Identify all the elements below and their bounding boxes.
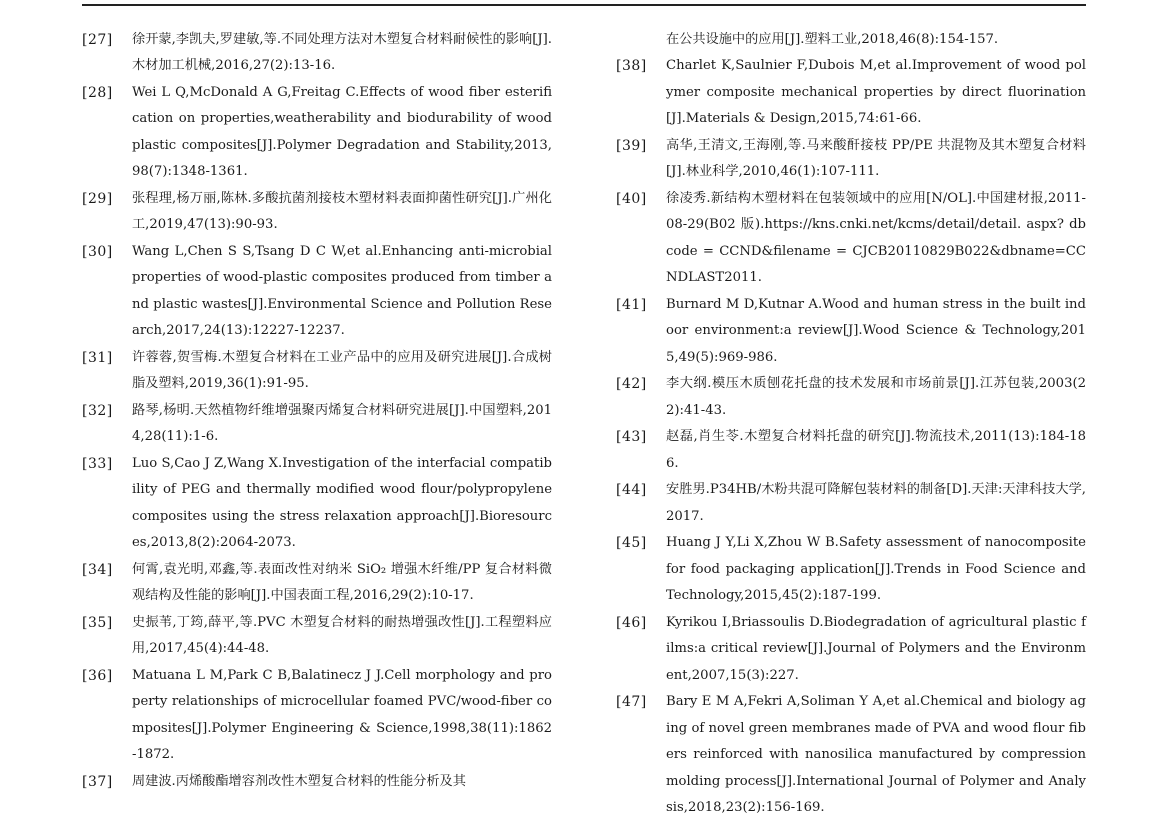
reference-entry	[82, 80, 552, 186]
reference-entry	[616, 610, 1086, 690]
reference-text: Wang L,Chen S S,Tsang D C W,et al.Enhancing anti-microbial properties of wood-plastic composites produced from timber and plastic wastes[J].Environmental Science and Pollution Research,2017,24(13):12227-12237.	[132, 243, 552, 338]
reference-continuation	[616, 27, 1086, 54]
reference-number: [36]	[82, 667, 113, 684]
reference-entry	[616, 53, 1086, 133]
reference-number: [45]	[616, 535, 647, 551]
reference-entry	[82, 610, 552, 663]
reference-text: 路琴,杨明.天然植物纤维增强聚丙烯复合材料研究进展[J].中国塑料,2014,28(11):1-6.	[132, 402, 552, 444]
reference-entry	[616, 292, 1086, 372]
left-column	[82, 27, 552, 796]
reference-entry	[616, 424, 1086, 477]
reference-entry	[82, 557, 552, 610]
reference-entry	[616, 133, 1086, 186]
reference-entry	[82, 398, 552, 451]
reference-number: [29]	[82, 190, 113, 207]
reference-entry	[616, 689, 1086, 822]
right-column	[616, 27, 1086, 822]
reference-number: [39]	[616, 137, 647, 154]
reference-number: [37]	[82, 773, 113, 790]
reference-text: 李大纲.模压木质刨花托盘的技术发展和市场前景[J].江苏包装,2003(22):41-43.	[666, 376, 1086, 418]
reference-text: 高华,王清文,王海刚,等.马来酸酐接枝 PP/PE 共混物及其木塑复合材料[J].林业科学,2010,46(1):107-111.	[666, 137, 1086, 179]
reference-number: [47]	[616, 694, 647, 710]
reference-number: [42]	[616, 376, 647, 392]
reference-entry	[82, 239, 552, 345]
reference-entry	[616, 530, 1086, 610]
reference-number: [46]	[616, 614, 647, 631]
reference-number: [44]	[616, 482, 647, 498]
reference-entry	[82, 451, 552, 557]
reference-text: 周建波.丙烯酸酯增容剂改性木塑复合材料的性能分析及其	[132, 773, 466, 789]
reference-number: [27]	[82, 31, 113, 48]
reference-number: [41]	[616, 296, 647, 313]
reference-entry	[616, 186, 1086, 292]
reference-number: [33]	[82, 455, 113, 472]
reference-number: [40]	[616, 190, 647, 207]
reference-entry	[82, 663, 552, 769]
reference-number: [28]	[82, 84, 113, 101]
reference-entry	[82, 345, 552, 398]
reference-text: 徐凌秀.新结构木塑材料在包装领域中的应用[N/OL].中国建材报,2011-08-29(B02 版).https://kns.cnki.net/kcms/detail/detail. aspx? dbcode = CCND&filename = CJCB20110829B022&dbname=CCNDLAST2011.	[666, 190, 1086, 285]
reference-text: Luo S,Cao J Z,Wang X.Investigation of the interfacial compatibility of PEG and thermally modified wood flour/polypropylene composites using the stress relaxation approach[J].Bioresources,2013,8(2):2064-2073.	[132, 455, 552, 550]
reference-entry	[616, 371, 1086, 424]
reference-number: [34]	[82, 561, 113, 578]
reference-entry	[82, 186, 552, 239]
reference-text: 史振苇,丁筠,薛平,等.PVC 木塑复合材料的耐热增强改性[J].工程塑料应用,2017,45(4):44-48.	[132, 614, 552, 656]
reference-text: Matuana L M,Park C B,Balatinecz J J.Cell morphology and property relationships of microcellular foamed PVC/wood-fiber composites[J].Polymer Engineering & Science,1998,38(11):1862-1872.	[132, 667, 552, 762]
reference-text: 许蓉蓉,贺雪梅.木塑复合材料在工业产品中的应用及研究进展[J].合成树脂及塑料,2019,36(1):91-95.	[132, 349, 552, 391]
reference-entry	[616, 477, 1086, 530]
reference-text: 张程理,杨万丽,陈林.多酸抗菌剂接枝木塑材料表面抑菌性研究[J].广州化工,2019,47(13):90-93.	[132, 190, 552, 232]
reference-text: Burnard M D,Kutnar A.Wood and human stress in the built indoor environment:a review[J].Wood Science & Technology,2015,49(5):969-986.	[666, 296, 1086, 365]
reference-text: Charlet K,Saulnier F,Dubois M,et al.Improvement of wood polymer composite mechanical properties by direct fluorination[J].Materials & Design,2015,74:61-66.	[666, 58, 1086, 126]
reference-text: Bary E M A,Fekri A,Soliman Y A,et al.Chemical and biology aging of novel green membranes made of PVA and wood flour fibers reinforced with nanosilica manufactured by compression molding process[J].International Journal of Polymer and Analysis,2018,23(2):156-169.	[666, 694, 1086, 815]
reference-number: [35]	[82, 614, 113, 631]
reference-text: Huang J Y,Li X,Zhou W B.Safety assessment of nanocomposite for food packaging application[J].Trends in Food Science and Technology,2015,45(2):187-199.	[666, 535, 1086, 603]
reference-text: 安胜男.P34HB/木粉共混可降解包装材料的制备[D].天津:天津科技大学,2017.	[666, 482, 1086, 524]
reference-text: Wei L Q,McDonald A G,Freitag C.Effects of wood fiber esterification on properties,weatherability and biodurability of wood plastic composites[J].Polymer Degradation and Stability,2013,98(7):1348-1361.	[132, 84, 552, 179]
reference-number: [32]	[82, 402, 113, 419]
reference-text: 在公共设施中的应用[J].塑料工业,2018,46(8):154-157.	[666, 31, 999, 47]
reference-text: 赵磊,肖生苓.木塑复合材料托盘的研究[J].物流技术,2011(13):184-186.	[666, 429, 1086, 471]
reference-number: [38]	[616, 58, 647, 74]
reference-entry	[82, 769, 552, 796]
reference-entry	[82, 27, 552, 80]
reference-number: [31]	[82, 349, 113, 366]
reference-number: [43]	[616, 429, 647, 445]
reference-number: [30]	[82, 243, 113, 260]
top-rule	[82, 4, 1086, 6]
reference-text: 何霄,袁光明,邓鑫,等.表面改性对纳米 SiO₂ 增强木纤维/PP 复合材料微观结构及性能的影响[J].中国表面工程,2016,29(2):10-17.	[132, 561, 552, 603]
reference-text: 徐开蒙,李凯夫,罗建敏,等.不同处理方法对木塑复合材料耐候性的影响[J].木材加工机械,2016,27(2):13-16.	[132, 31, 552, 73]
reference-text: Kyrikou I,Briassoulis D.Biodegradation of agricultural plastic films:a critical review[J].Journal of Polymers and the Environment,2007,15(3):227.	[666, 614, 1086, 683]
